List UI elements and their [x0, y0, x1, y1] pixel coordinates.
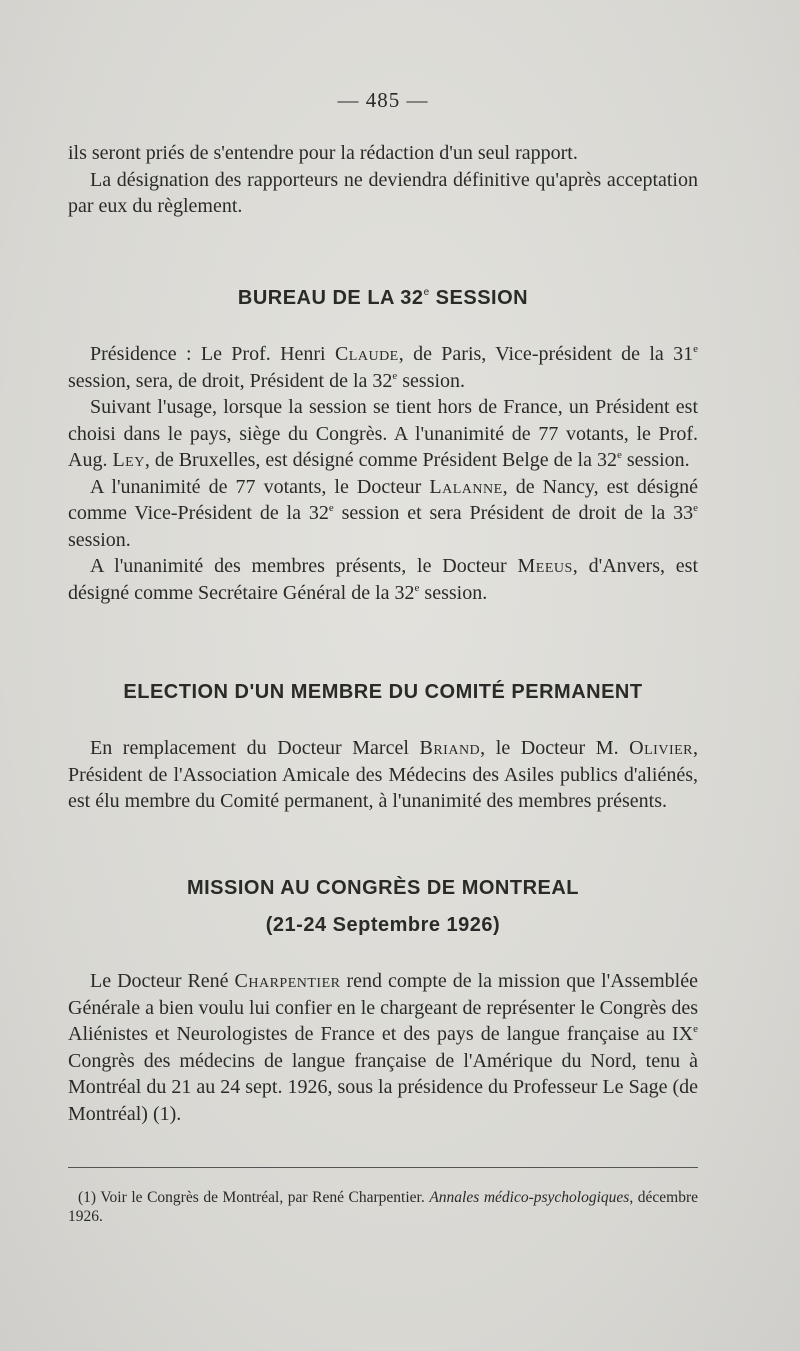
text-run: rend compte de la mission que l'Assemblée Générale a bien voulu lui confier en le chargeant de représenter le Congrès des Aliénistes et Neurologistes de France et des pays de langue française au IX	[68, 970, 698, 1045]
bureau-section	[68, 341, 698, 606]
heading-mission: MISSION AU CONGRÈS DE MONTREAL	[186, 877, 580, 899]
footnote	[68, 1188, 698, 1226]
superscript: e	[392, 369, 398, 382]
opening-section	[68, 140, 698, 220]
person-name: Lalanne	[429, 475, 503, 498]
person-name: Charpentier	[234, 970, 341, 992]
footnote-text: (1) Voir le Congrès de Montréal, par René Charpentier.	[78, 1189, 430, 1206]
heading-bureau-sup: e	[423, 287, 430, 298]
heading-bureau-text-a: BUREAU DE LA 32	[237, 287, 424, 309]
heading-mission-dates: (21-24 Septembre 1926)	[265, 914, 501, 936]
text-run: , de Bruxelles, est désigné comme Président Belge de la 32	[144, 449, 617, 471]
text-run: , de Nancy, est désigné comme Vice-Président de la 32	[68, 475, 698, 524]
text-run: , d'Anvers, est désigné comme Secrétaire Général de la 32	[68, 555, 698, 604]
text-run: Présidence : Le Prof. Henri	[90, 343, 335, 365]
paragraph-vice-president	[68, 474, 698, 554]
text-run: Suivant l'usage, lorsque la session se tient hors de France, un Président est choisi dans le pays, siège du Congrès. A l'unanimité de 77 votants, le Prof. Aug.	[68, 396, 698, 471]
text-run: Le Docteur René	[90, 970, 235, 992]
text-run: A l'unanimité de 77 votants, le Docteur	[90, 475, 430, 498]
election-section	[68, 735, 698, 815]
text-run: Congrès des médecins de langue française de l'Amérique du Nord, tenu à Montréal du 21 au 24 sept. 1926, sous la présidence du Professeur Le Sage (de Montréal) (1).	[68, 1049, 698, 1125]
superscript: e	[328, 502, 334, 514]
page-number: — 485 —	[337, 88, 429, 112]
superscript: e	[693, 502, 699, 514]
paragraph-rapport: ils seront priés de s'entendre pour la rédaction d'un seul rapport.	[68, 142, 578, 164]
text-run: , le Docteur M.	[480, 737, 630, 759]
paragraph-designation: La désignation des rapporteurs ne deviendra définitive qu'après acceptation par eux du règlement.	[68, 168, 698, 217]
footnote-divider	[68, 1167, 698, 1168]
person-name: Meeus	[517, 555, 573, 577]
text-run: session.	[419, 581, 488, 604]
person-name: Briand	[419, 737, 481, 759]
text-run: session.	[68, 528, 131, 551]
footnote-text: , décembre 1926.	[68, 1189, 698, 1225]
mission-section	[68, 968, 698, 1127]
paragraph-presidence	[68, 341, 698, 394]
text-run: session, sera, de droit, Président de la 32	[68, 369, 393, 392]
text-run: En remplacement du Docteur Marcel	[90, 737, 420, 759]
superscript: e	[693, 343, 698, 355]
text-run: session et sera Président de droit de la 33	[333, 502, 694, 524]
paragraph-mission	[68, 968, 698, 1127]
paragraph-usage	[68, 394, 698, 474]
superscript: e	[693, 1023, 698, 1035]
person-name: Claude	[334, 343, 399, 365]
text-run: session.	[621, 449, 690, 471]
superscript: e	[616, 449, 622, 461]
paragraph-election	[68, 735, 698, 815]
person-name: Olivier	[629, 737, 693, 759]
text-run: , de Paris, Vice-président de la 31	[398, 343, 694, 365]
heading-election: ELECTION D'UN MEMBRE DU COMITÉ PERMANENT	[123, 681, 643, 703]
footnote-journal-title: Annales médico-psychologiques	[429, 1189, 630, 1206]
paragraph-secretaire	[68, 553, 698, 606]
heading-bureau	[68, 287, 698, 310]
text-run: A l'unanimité des membres présents, le Docteur	[90, 555, 518, 577]
text-run: session.	[397, 369, 466, 392]
heading-bureau-text-b: SESSION	[429, 287, 529, 309]
superscript: e	[414, 581, 420, 594]
person-name: Ley	[112, 449, 145, 471]
text-run: , Président de l'Association Amicale des Médecins des Asiles publics d'aliénés, est élu membre du Comité permanent, à l'unanimité des membres présents.	[68, 737, 698, 812]
